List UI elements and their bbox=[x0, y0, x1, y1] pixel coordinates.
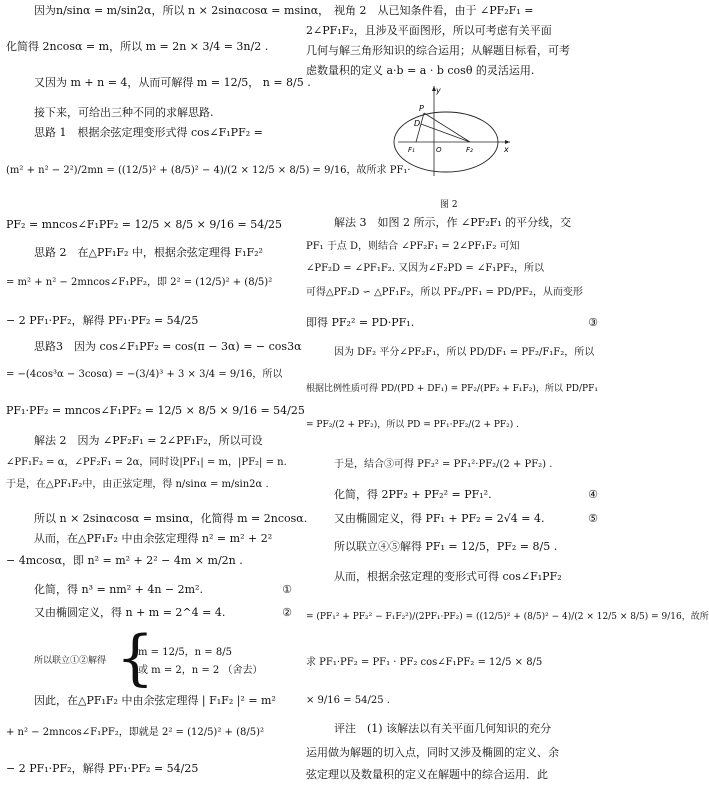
math-line: = PF₂/(2 + PF₂)，所以 PD = PF₁·PF₂/(2 + PF₂) . bbox=[306, 420, 520, 430]
text-line: 又因为 m + n = 4，从而可解得 m = 12/5， n = 8/5 . bbox=[34, 76, 311, 89]
math-line: × 9/16 = 54/25 . bbox=[306, 695, 390, 706]
math-line: 于是，结合③可得 PF₂² = PF₁²·PF₂/(2 + PF₂) . bbox=[334, 459, 553, 470]
equation-number: ① bbox=[282, 583, 292, 596]
math-line: = −(4cos³α − 3cosα) = −(3/4)³ + 3 × 3/4 = 9/16，所以 bbox=[6, 369, 283, 380]
text-line: 接下来，可给出三种不同的求解思路. bbox=[34, 106, 214, 119]
text-line: 思路 1 根据余弦定理变形式得 cos∠F₁PF₂ = bbox=[34, 126, 263, 139]
x-axis-arrow bbox=[505, 140, 510, 144]
label-f1: F₁ bbox=[408, 146, 415, 154]
text-line: 视角 2 从已知条件看，由于 ∠PF₂F₁ = bbox=[334, 4, 534, 17]
text-line: 评注 (1) 该解法以有关平面几何知识的充分 bbox=[334, 722, 552, 735]
text-line: 从而，在△PF₁F₂ 中由余弦定理得 n² = m² + 2² bbox=[34, 532, 273, 545]
label-y: y bbox=[436, 86, 441, 95]
text-line: ∠PF₂D = ∠PF₁F₂. 又因为∠F₂PD = ∠F₁PF₂，所以 bbox=[306, 263, 544, 274]
text-line: 因此，在△PF₁F₂ 中由余弦定理得 | F₁F₂ |² = m² bbox=[34, 694, 276, 707]
figure-caption: 图 2 bbox=[440, 200, 458, 210]
text-line: 化简得 2ncosα = m，所以 m = 2n × 3/4 = 3n/2 . bbox=[6, 40, 269, 53]
label-d: D bbox=[414, 119, 421, 128]
text-line: 几何与解三角形知识的综合运用；从解题目标看，可考 bbox=[306, 44, 570, 57]
math-line: 根据比例性质可得 PD/(PD + DF₁) = PF₂/(PF₂ + F₁F₂)，所以 PD/PF₁ bbox=[306, 384, 598, 394]
math-line: 因为 DF₂ 平分∠PF₂F₁，所以 PD/DF₁ = PF₂/F₁F₂，所以 bbox=[334, 347, 595, 358]
math-line: PF₁·PF₂ = mncos∠F₁PF₂ = 12/5 × 8/5 × 9/16 = 54/25 bbox=[6, 404, 305, 417]
label-f2: F₂ bbox=[466, 146, 473, 154]
math-line: = (PF₁² + PF₂² − F₁F₂²)/(2PF₁·PF₂) = ((12/5)² + (8/5)² − 4)/(2 × 12/5 × 8/5) = 9/16，故所 bbox=[306, 612, 709, 622]
math-line: (m² + n² − 2²)/2mn = ((12/5)² + (8/5)² − 4)/(2 × 12/5 × 8/5) = 9/16，故所求 PF₁· bbox=[6, 165, 411, 176]
solution-set-alt: 或 m = 2，n = 2 （舍去） bbox=[138, 665, 263, 676]
solution-set: m = 12/5，n = 8/5 bbox=[138, 647, 232, 658]
text-line: 思路 2 在△PF₁F₂ 中，根据余弦定理得 F₁F₂² bbox=[34, 246, 263, 259]
equation-number: ③ bbox=[588, 316, 598, 329]
text-line: 从而，根据余弦定理的变形式可得 cos∠F₁PF₂ bbox=[334, 570, 562, 583]
math-line: = m² + n² − 2mncos∠F₁PF₂，即 2² = (12/5)² + (8/5)² bbox=[6, 277, 273, 288]
text-line: 化简，得 2PF₂ + PF₂² = PF₁². bbox=[334, 488, 492, 501]
text-line: 2∠PF₁F₂，且涉及平面图形，所以可考虑有关平面 bbox=[306, 24, 552, 37]
math-line: − 2 PF₁·PF₂，解得 PF₁·PF₂ = 54/25 bbox=[6, 314, 199, 327]
math-line: 求 PF₁·PF₂ = PF₁ · PF₂ cos∠F₁PF₂ = 12/5 × 8/5 bbox=[306, 657, 543, 668]
ellipse-figure bbox=[394, 82, 514, 180]
label-p: P bbox=[419, 104, 424, 113]
text-line: 化简，得 n³ = nm² + 4n − 2m². bbox=[34, 583, 203, 596]
text-line: 又由椭圆定义，得 n + m = 2^4 = 4. bbox=[34, 606, 226, 619]
math-line: + n² − 2mncos∠F₁PF₂，即就是 2² = (12/5)² + (8/5)² bbox=[6, 727, 264, 738]
label-x: x bbox=[504, 145, 509, 154]
text-line: 思路3 因为 cos∠F₁PF₂ = cos(π − 3α) = − cos3α bbox=[34, 340, 302, 353]
text-line: 所以联立④⑤解得 PF₁ = 12/5，PF₂ = 8/5 . bbox=[334, 540, 558, 553]
math-line: − 4mcosα，即 n² = m² + 2² − 4m × m/2n . bbox=[6, 554, 243, 567]
left-brace: { bbox=[116, 623, 155, 693]
equation-number: ④ bbox=[588, 488, 598, 501]
text-line: 又由椭圆定义，得 PF₁ + PF₂ = 2√4 = 4. bbox=[334, 512, 545, 525]
equation-number: ⑤ bbox=[588, 512, 598, 525]
text-line: 于是，在△PF₁F₂中，由正弦定理，得 n/sinα = m/sin2α . bbox=[6, 479, 269, 490]
text-line: 所以 n × 2sinαcosα = msinα，化简得 m = 2ncosα. bbox=[34, 512, 308, 525]
text-line: ∠PF₁F₂ = α，∠PF₂F₁ = 2α，同时设|PF₁| = m，|PF₂| = n. bbox=[6, 457, 287, 468]
text-line: 因为n/sinα = m/sin2α，所以 n × 2sinαcosα = msinα， bbox=[34, 4, 330, 17]
text-line: 弦定理以及数量积的定义在解题中的综合运用．此 bbox=[306, 768, 548, 781]
text-line: PF₁ 于点 D，则结合 ∠PF₂F₁ = 2∠PF₁F₂ 可知 bbox=[306, 241, 520, 252]
math-line: 可得△PF₂D ∽ △PF₁F₂，所以 PF₂/PF₁ = PD/PF₂，从而变形 bbox=[306, 287, 583, 298]
math-line: − 2 PF₁·PF₂，解得 PF₁·PF₂ = 54/25 bbox=[6, 762, 199, 775]
math-line: PF₂ = mncos∠F₁PF₂ = 12/5 × 8/5 × 9/16 = 54/25 bbox=[6, 218, 282, 231]
text-line: 即得 PF₂² = PD·PF₁. bbox=[306, 316, 415, 329]
label-o: O bbox=[436, 146, 442, 154]
text-line: 所以联立①②解得 bbox=[34, 656, 107, 666]
text-line: 运用做为解题的切入点，同时又涉及椭圆的定义、余 bbox=[306, 746, 559, 759]
text-line: 虑数量积的定义 a·b = a · b cosθ 的灵活运用. bbox=[306, 64, 535, 77]
equation-number: ② bbox=[282, 606, 292, 619]
text-line: 解法 3 如图 2 所示，作 ∠PF₂F₁ 的平分线，交 bbox=[334, 216, 572, 229]
text-line: 解法 2 因为 ∠PF₂F₁ = 2∠PF₁F₂，所以可设 bbox=[34, 434, 263, 447]
